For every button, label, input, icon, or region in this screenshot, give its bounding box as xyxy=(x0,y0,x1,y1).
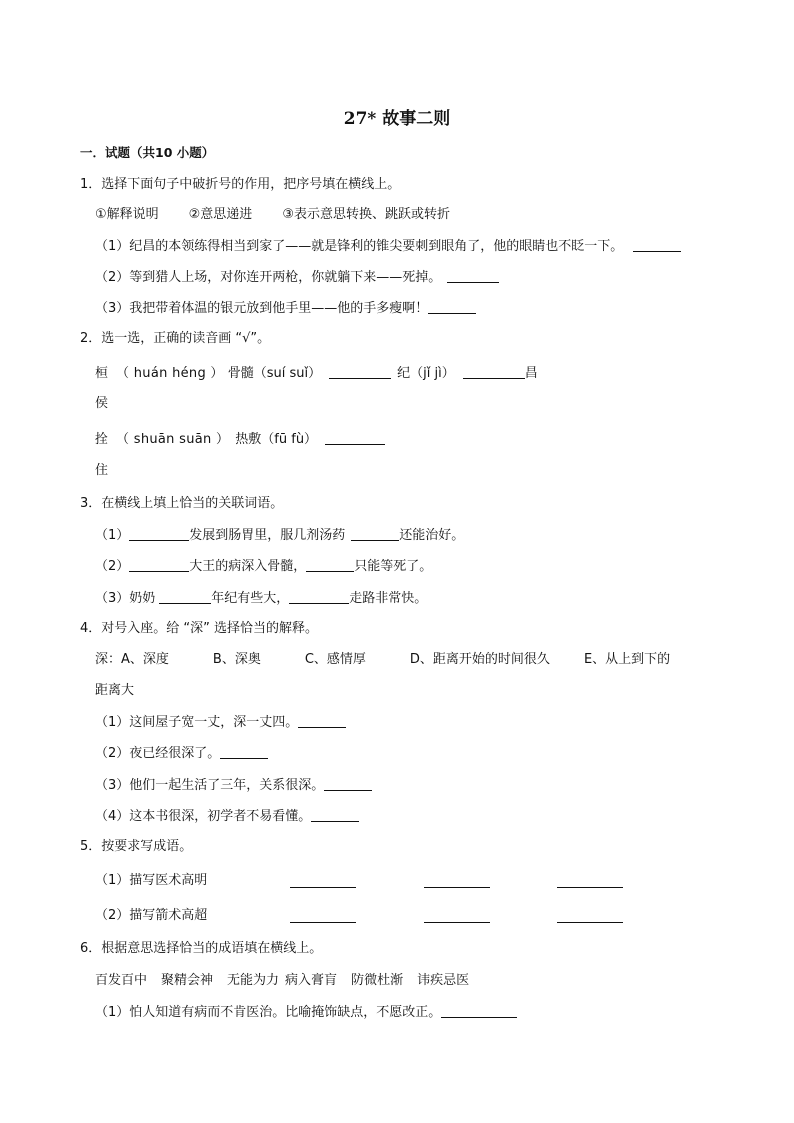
q6-option-6: 讳疾忌医 xyxy=(417,973,470,988)
q6-item-1 xyxy=(95,1003,517,1022)
q1-item-1 xyxy=(95,237,681,256)
q5-item-2-blank-3[interactable] xyxy=(557,908,623,923)
q4-item-4-blank[interactable] xyxy=(311,807,359,822)
q4-item-3-text: （3）他们一起生活了三年，关系很深。 xyxy=(95,778,325,793)
q1-item-2 xyxy=(95,268,499,287)
q3-item-3-text-2: 年纪有些大， xyxy=(211,591,290,606)
q2-row-3 xyxy=(95,430,385,449)
q2-char-chang: 昌 xyxy=(524,366,538,381)
q4-def-c: C、感情厚 xyxy=(304,652,366,667)
q1-item-1-blank[interactable] xyxy=(633,237,681,252)
q3-item-3-blank-1[interactable] xyxy=(159,589,211,604)
q3-item-2 xyxy=(95,557,432,576)
q5-item-1: （1）描写医术高明 xyxy=(95,873,208,888)
q4-item-2 xyxy=(95,744,268,763)
q4-def-continued: 距离大 xyxy=(95,683,135,698)
q3-item-3-blank-2[interactable] xyxy=(289,589,349,604)
q2-char-huan: 桓 xyxy=(95,366,109,381)
q4-item-4-text: （4）这本书很深，初学者不易看懂。 xyxy=(95,809,312,824)
q3-item-1-blank-2[interactable] xyxy=(351,526,399,541)
q5-item-2-blank-1[interactable] xyxy=(290,908,356,923)
q4-item-4 xyxy=(95,807,359,826)
q1-item-1-text: （1）纪昌的本领练得相当到家了——就是锋利的锥尖要刺到眼角了，他的眼睛也不眨一下。 xyxy=(95,239,624,254)
page-title: 27* 故事二则 xyxy=(343,109,451,129)
q5-item-2-blank-2[interactable] xyxy=(424,908,490,923)
q6-option-1: 百发百中 xyxy=(95,973,148,988)
q4-def-e: E、从上到下的 xyxy=(583,652,671,667)
q4-def-a: A、深度 xyxy=(121,652,169,667)
q4-item-2-text: （2）夜已经很深了。 xyxy=(95,746,221,761)
q6-option-2: 聚精会神 xyxy=(161,973,214,988)
q1-item-2-blank[interactable] xyxy=(447,268,499,283)
q6-option-5: 防微杜渐 xyxy=(351,973,404,988)
q3-item-2-blank-2[interactable] xyxy=(306,557,354,572)
q1-stem: 1．选择下面句子中破折号的作用，把序号填在横线上。 xyxy=(80,177,401,192)
q5-stem: 5．按要求写成语。 xyxy=(80,839,193,854)
q1-option-1: ①解释说明 xyxy=(95,207,159,222)
q5-item-1-blank-3[interactable] xyxy=(557,873,623,888)
q6-option-4: 病入膏肓 xyxy=(285,973,338,988)
q2-row-4: 住 xyxy=(95,463,109,478)
q6-options xyxy=(95,972,469,990)
q1-option-3: ③表示意思转换、跳跃或转折 xyxy=(282,207,450,222)
q2-char-shuan: 拴 xyxy=(95,432,109,447)
q4-def-b: B、深奥 xyxy=(212,652,261,667)
q1-option-2: ②意思递进 xyxy=(188,207,253,222)
q4-stem: 4．对号入座。给 “深” 选择恰当的解释。 xyxy=(80,621,319,636)
q2-pinyin-huan: （ huán héng ） xyxy=(116,366,224,381)
q2-blank-3[interactable] xyxy=(325,430,385,445)
q2-stem: 2．选一选，正确的读音画 “√”。 xyxy=(80,331,271,346)
q2-pinyin-shuan: （ shuān suān ） xyxy=(116,432,230,447)
q2-word-refu: 热敷（fū fù） xyxy=(235,432,318,447)
q3-item-1-num: （1） xyxy=(95,528,130,543)
q6-option-3: 无能为力 xyxy=(227,973,280,988)
q3-item-1 xyxy=(95,526,464,545)
q4-item-3-blank[interactable] xyxy=(324,776,372,791)
q1-item-2-text: （2）等到猎人上场，对你连开两枪，你就躺下来——死掉。 xyxy=(95,270,442,285)
q6-item-1-text: （1）怕人知道有病而不肯医治。比喻掩饰缺点，不愿改正。 xyxy=(95,1005,442,1020)
q3-item-1-text: 发展到肠胃里，服几剂汤药 xyxy=(189,528,346,543)
q3-item-2-blank-1[interactable] xyxy=(129,557,189,572)
q2-blank-2[interactable] xyxy=(463,364,525,379)
q3-item-1-end: 还能治好。 xyxy=(399,528,465,543)
q2-blank-1[interactable] xyxy=(329,364,391,379)
q3-item-1-blank-1[interactable] xyxy=(129,526,189,541)
q4-item-1 xyxy=(95,713,346,732)
q2-word-ji: 纪（jǐ jì） xyxy=(397,366,455,381)
q3-item-2-text: 大王的病深入骨髓， xyxy=(189,559,307,574)
q2-row-2: 侯 xyxy=(95,396,109,411)
section-heading: 一．试题（共10 小题） xyxy=(80,145,215,160)
q4-item-3 xyxy=(95,776,372,795)
q3-item-3-end: 走路非常快。 xyxy=(349,591,428,606)
q4-item-1-text: （1）这间屋子宽一丈，深一丈四。 xyxy=(95,715,299,730)
q4-item-2-blank[interactable] xyxy=(220,744,268,759)
q1-item-3-blank[interactable] xyxy=(428,299,476,314)
q4-definitions xyxy=(95,651,670,669)
q5-item-2: （2）描写箭术高超 xyxy=(95,908,208,923)
q4-def-label: 深： xyxy=(95,652,122,667)
q3-stem: 3．在横线上填上恰当的关联词语。 xyxy=(80,496,284,511)
q4-item-1-blank[interactable] xyxy=(298,713,346,728)
q1-item-3-text: （3）我把带着体温的银元放到他手里——他的手多瘦啊！ xyxy=(95,301,429,316)
q3-item-3-text-1: （3）奶奶 xyxy=(95,591,156,606)
q2-row-1 xyxy=(95,364,538,383)
q3-item-2-num: （2） xyxy=(95,559,130,574)
q1-options xyxy=(95,206,450,224)
q2-word-gusui: 骨髓（suí suǐ） xyxy=(227,366,322,381)
q3-item-3 xyxy=(95,589,427,608)
q6-item-1-blank[interactable] xyxy=(441,1003,517,1018)
q6-stem: 6．根据意思选择恰当的成语填在横线上。 xyxy=(80,941,323,956)
q4-def-d: D、距离开始的时间很久 xyxy=(409,652,550,667)
q5-item-1-blank-1[interactable] xyxy=(290,873,356,888)
q1-item-3 xyxy=(95,299,476,318)
q3-item-2-end: 只能等死了。 xyxy=(354,559,433,574)
q5-item-1-blank-2[interactable] xyxy=(424,873,490,888)
